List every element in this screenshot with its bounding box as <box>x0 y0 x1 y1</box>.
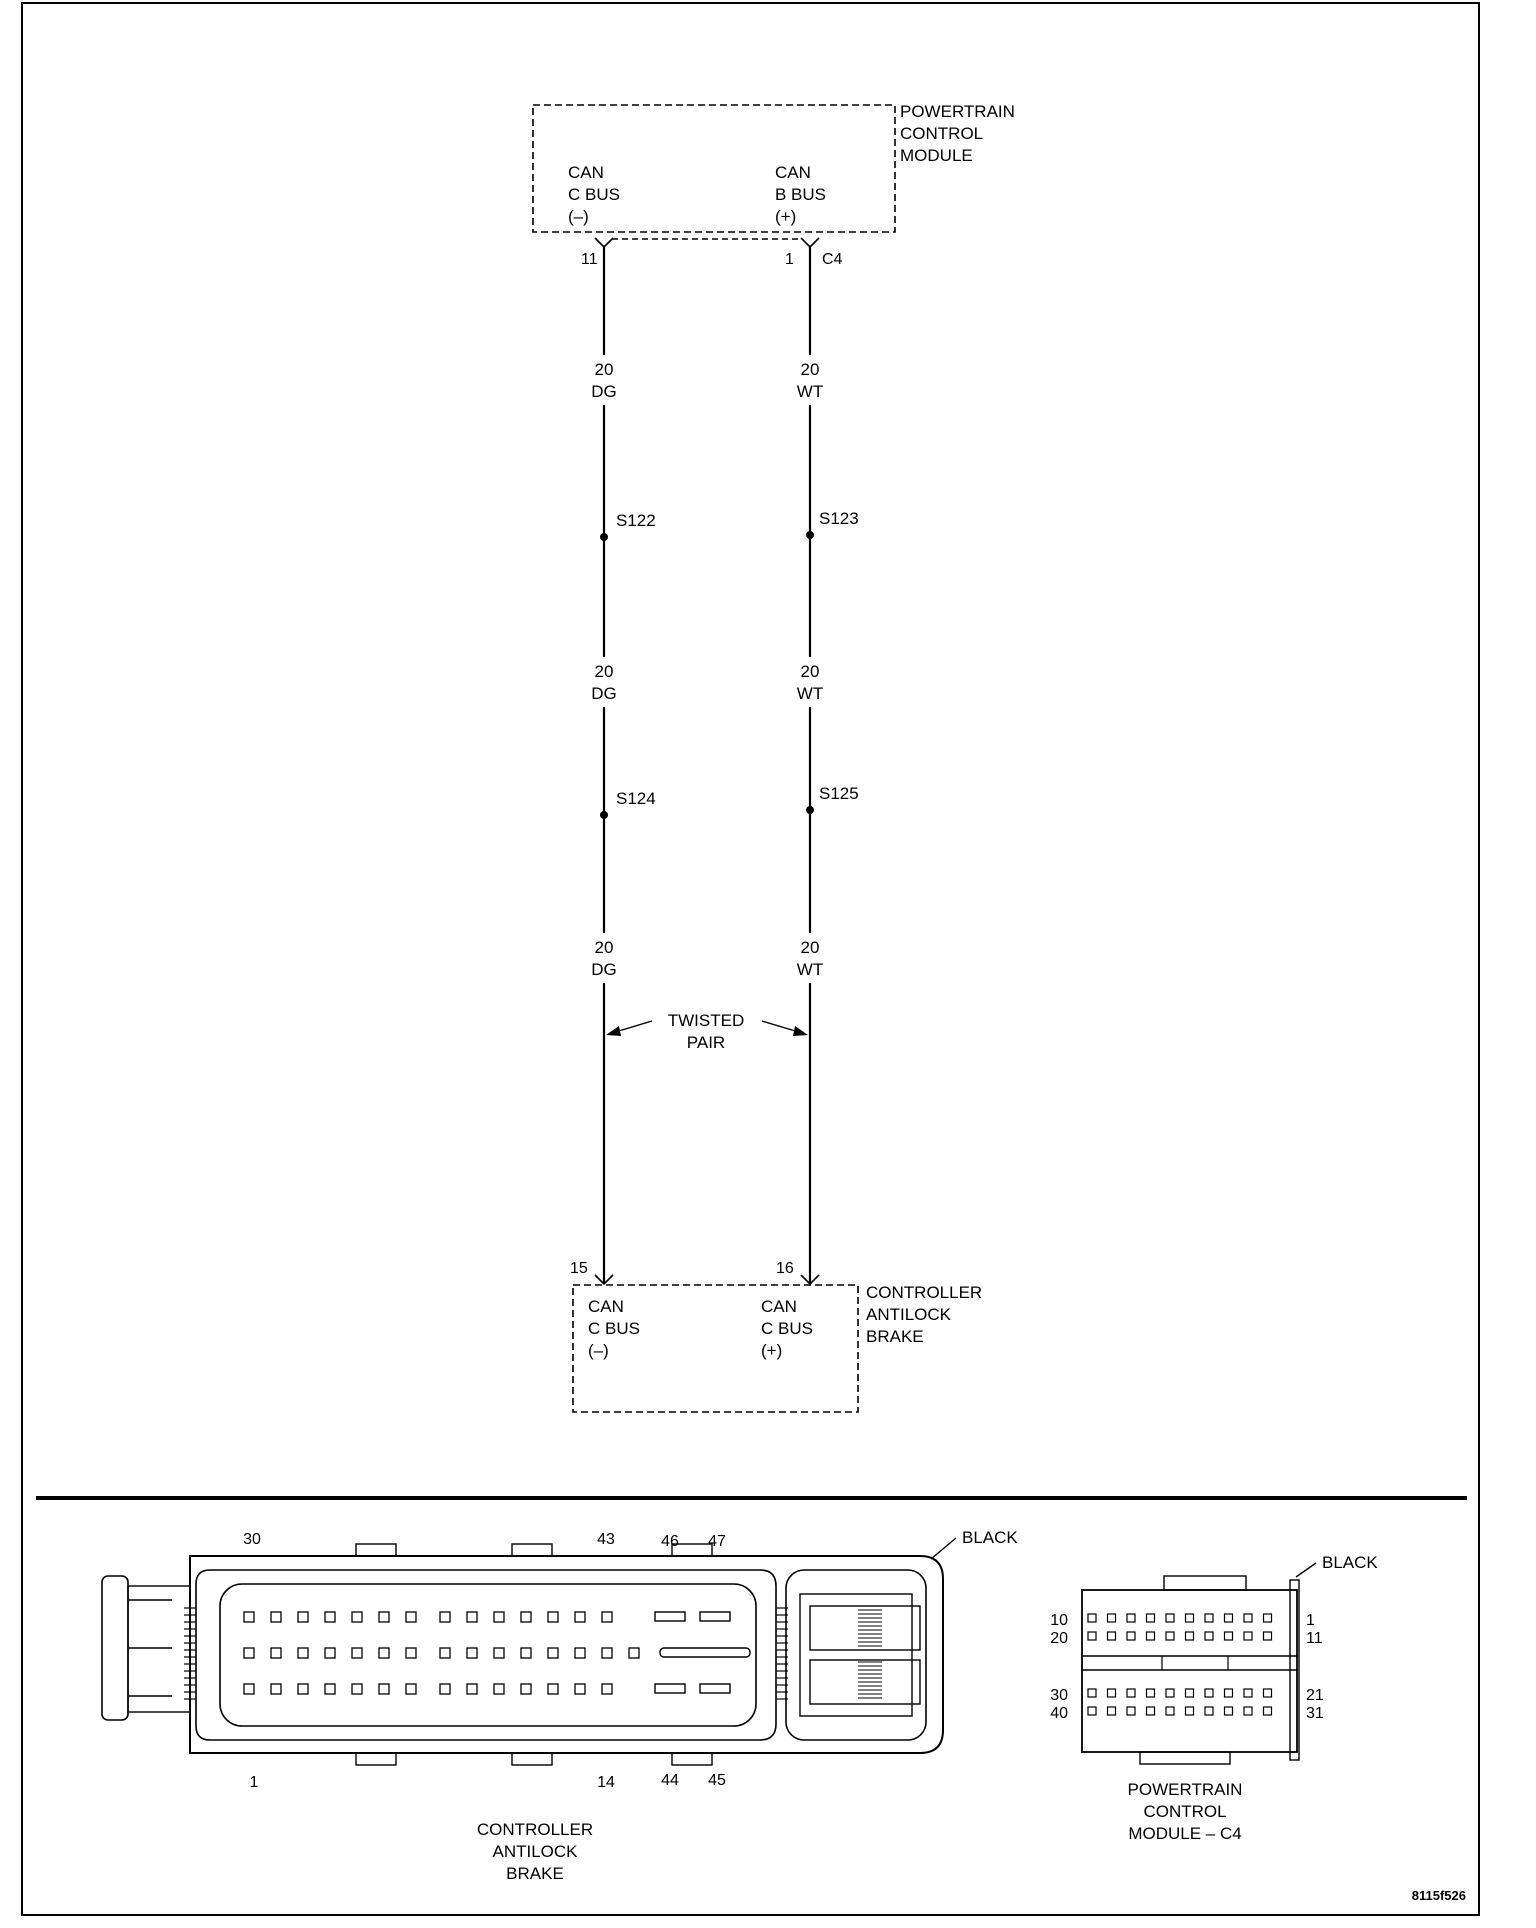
cavity <box>440 1612 450 1622</box>
cavity <box>1244 1707 1252 1715</box>
cavity <box>1244 1689 1252 1697</box>
cavity <box>1127 1614 1135 1622</box>
cavity <box>575 1612 585 1622</box>
arrowhead-right-icon <box>793 1026 808 1036</box>
black-leader-line <box>931 1538 956 1559</box>
cavity <box>494 1684 504 1694</box>
right-wire-gauge-3: 20 <box>800 938 820 957</box>
cab-left-pin-line1: CAN <box>588 1297 624 1316</box>
cavity <box>494 1648 504 1658</box>
cavity <box>1264 1689 1272 1697</box>
cab-name-line3: BRAKE <box>866 1327 924 1346</box>
cab-right-pin-line3: (+) <box>761 1341 783 1360</box>
cab-connector-cavity-area <box>220 1584 756 1726</box>
splice-s122-label: S122 <box>616 511 656 530</box>
pcm-connector-pin-20: 20 <box>1050 1630 1068 1647</box>
cavity <box>1088 1707 1096 1715</box>
left-wire <box>591 247 655 1283</box>
cavity <box>1127 1707 1135 1715</box>
cavity <box>379 1612 389 1622</box>
cavity <box>406 1612 416 1622</box>
cab-left-pin-line3: (–) <box>588 1341 609 1360</box>
pcm-name-line3: MODULE <box>900 146 973 165</box>
left-wire-color-2: DG <box>591 684 617 703</box>
left-wire-color-3: DG <box>591 960 617 979</box>
cab-name-line2: ANTILOCK <box>866 1305 952 1324</box>
cavity <box>325 1648 335 1658</box>
cab-pin-left: 15 <box>570 1260 588 1277</box>
pcm-pin-left: 11 <box>581 251 598 268</box>
cavity <box>1108 1614 1116 1622</box>
cab-connector-color: BLACK <box>962 1528 1018 1547</box>
cab-caption-line1: CONTROLLER <box>476 1820 594 1839</box>
cab-connector-lock-hatch <box>858 1610 882 1698</box>
terminal-large <box>700 1684 730 1693</box>
housing-tab <box>512 1753 552 1765</box>
twisted-pair-line2: PAIR <box>686 1033 726 1052</box>
cavity <box>1166 1689 1174 1697</box>
pcm-connector-color: BLACK <box>1322 1553 1378 1572</box>
right-wire-color-1: WT <box>796 382 824 401</box>
terminal-large <box>655 1612 685 1621</box>
pcm-module <box>533 102 1015 268</box>
cavity <box>629 1648 639 1658</box>
pcm-pin11-connector-icon <box>595 238 613 247</box>
right-wire-color-2: WT <box>796 684 824 703</box>
twisted-pair-line1: TWISTED <box>667 1011 745 1030</box>
cab-connector-housing <box>190 1556 943 1753</box>
cab-connector-pin-47: 47 <box>708 1533 726 1550</box>
housing-tab <box>672 1753 712 1765</box>
cavity <box>379 1648 389 1658</box>
cavity <box>1186 1707 1194 1715</box>
cavity <box>1147 1614 1155 1622</box>
splice-s125-dot <box>806 806 814 814</box>
cab-connector-pin-43: 43 <box>597 1531 615 1548</box>
cab-connector-pin-46: 46 <box>661 1533 679 1550</box>
pcm-connector-pin-31: 31 <box>1306 1705 1324 1722</box>
figure-id: 8115f526 <box>1411 1888 1466 1903</box>
cavity <box>1205 1689 1213 1697</box>
cab-left-pin-line2: C BUS <box>588 1319 640 1338</box>
pcm-left-pin-line3: (–) <box>568 207 589 226</box>
cavity <box>1147 1632 1155 1640</box>
cavity <box>1225 1614 1233 1622</box>
cab-connector-pin-14: 14 <box>597 1774 615 1791</box>
arrowhead-left-icon <box>606 1026 621 1036</box>
cavity <box>1166 1632 1174 1640</box>
lock-housing <box>800 1594 912 1716</box>
cab-connector-view <box>102 1528 1018 1883</box>
pcm-connector-pin-40: 40 <box>1050 1705 1068 1722</box>
cavity <box>521 1648 531 1658</box>
splice-s122-dot <box>600 533 608 541</box>
cavity <box>298 1612 308 1622</box>
cab-connector-pin-30: 30 <box>243 1531 261 1548</box>
cavity <box>352 1648 362 1658</box>
cavity <box>244 1684 254 1694</box>
cab-connector-pin-45: 45 <box>708 1772 726 1789</box>
pcm-connector-pin-21: 21 <box>1306 1687 1324 1704</box>
latch-housing <box>128 1586 190 1712</box>
splice-s123-dot <box>806 531 814 539</box>
housing-tab <box>356 1753 396 1765</box>
cavity <box>1205 1632 1213 1640</box>
cavity <box>1186 1632 1194 1640</box>
pcm-pin-right: 1 <box>785 251 794 268</box>
cavity <box>521 1612 531 1622</box>
pcm-right-pin-line3: (+) <box>775 207 797 226</box>
pcm-caption-line2: CONTROL <box>1143 1802 1227 1821</box>
cavity <box>1225 1707 1233 1715</box>
cavity <box>1264 1707 1272 1715</box>
cab-module <box>570 1260 982 1412</box>
cab-pin-right: 16 <box>776 1260 794 1277</box>
cavity <box>1088 1689 1096 1697</box>
cavity <box>298 1684 308 1694</box>
cab-caption-line3: BRAKE <box>506 1864 564 1883</box>
pcm-connector-pin-10: 10 <box>1050 1612 1068 1629</box>
right-wire-gauge-2: 20 <box>800 662 820 681</box>
cavity <box>406 1684 416 1694</box>
pcm-connector-pin-1: 1 <box>1306 1612 1315 1629</box>
pcm-left-pin-line2: C BUS <box>568 185 620 204</box>
black-leader-line <box>1296 1563 1316 1577</box>
cavity <box>1127 1689 1135 1697</box>
cavity <box>440 1648 450 1658</box>
cab-connector-cavities <box>244 1612 639 1694</box>
cavity <box>440 1684 450 1694</box>
cavity <box>244 1648 254 1658</box>
cavity <box>1186 1689 1194 1697</box>
right-wire-color-3: WT <box>796 960 824 979</box>
pcm-connector-pin-11: 11 <box>1306 1630 1323 1647</box>
pcm-connector-bottom-tab <box>1140 1752 1230 1764</box>
lock-slot <box>810 1606 920 1650</box>
left-wire-gauge-2: 20 <box>594 662 614 681</box>
cavity <box>244 1612 254 1622</box>
cavity <box>1225 1689 1233 1697</box>
pcm-right-pin-line2: B BUS <box>775 185 827 204</box>
splice-s124-label: S124 <box>616 789 656 808</box>
cab-name-line1: CONTROLLER <box>866 1283 983 1302</box>
cavity <box>1127 1632 1135 1640</box>
terminal-large <box>700 1612 730 1621</box>
cavity <box>1166 1707 1174 1715</box>
cavity <box>352 1612 362 1622</box>
cavity <box>1088 1632 1096 1640</box>
cavity <box>352 1684 362 1694</box>
cavity <box>298 1648 308 1658</box>
cab-connector-lock-area <box>786 1570 926 1740</box>
cavity <box>1108 1689 1116 1697</box>
pcm-caption-line1: POWERTRAIN <box>1127 1780 1243 1799</box>
pcm-connector-top-tab <box>1164 1576 1246 1590</box>
outer-frame <box>22 3 1479 1915</box>
cavity <box>271 1612 281 1622</box>
right-wire <box>797 247 859 1283</box>
cavity <box>1225 1632 1233 1640</box>
pcm-name-line1: POWERTRAIN <box>900 102 1015 121</box>
pcm-name-line2: CONTROL <box>900 124 984 143</box>
cavity <box>494 1612 504 1622</box>
cavity <box>1264 1632 1272 1640</box>
terminal-large <box>655 1684 685 1693</box>
cavity <box>379 1684 389 1694</box>
cavity <box>271 1648 281 1658</box>
cavity <box>1147 1689 1155 1697</box>
right-wire-gauge-1: 20 <box>800 360 820 379</box>
pcm-connector-cavities <box>1088 1614 1272 1715</box>
cavity <box>1205 1614 1213 1622</box>
cavity <box>1147 1707 1155 1715</box>
left-wire-gauge-1: 20 <box>594 360 614 379</box>
cavity <box>548 1612 558 1622</box>
cavity <box>602 1612 612 1622</box>
cavity <box>1088 1614 1096 1622</box>
pcm-connector-pin-30: 30 <box>1050 1687 1068 1704</box>
pcm-connector-id: C4 <box>822 251 843 268</box>
left-wire-color-1: DG <box>591 382 617 401</box>
cavity <box>325 1684 335 1694</box>
cavity <box>271 1684 281 1694</box>
cab-connector-pin-44: 44 <box>661 1772 679 1789</box>
pcm-caption-line3: MODULE – C4 <box>1128 1824 1242 1843</box>
left-wire-gauge-3: 20 <box>594 938 614 957</box>
cavity <box>467 1648 477 1658</box>
pcm-connector-view <box>1050 1553 1378 1843</box>
cavity <box>575 1648 585 1658</box>
terminal-large <box>660 1648 750 1657</box>
splice-s125-label: S125 <box>819 784 859 803</box>
cavity <box>406 1648 416 1658</box>
cavity <box>1264 1614 1272 1622</box>
cavity <box>575 1684 585 1694</box>
cavity <box>548 1684 558 1694</box>
housing-tab <box>356 1544 396 1556</box>
cab-right-pin-line1: CAN <box>761 1297 797 1316</box>
cab-connector-shroud <box>196 1570 776 1740</box>
cavity <box>467 1612 477 1622</box>
cab-caption-line2: ANTILOCK <box>492 1842 578 1861</box>
pcm-right-pin-line1: CAN <box>775 163 811 182</box>
pcm-left-pin-line1: CAN <box>568 163 604 182</box>
cavity <box>1244 1614 1252 1622</box>
cavity <box>602 1648 612 1658</box>
cavity <box>1108 1707 1116 1715</box>
splice-s124-dot <box>600 811 608 819</box>
twisted-pair-note <box>606 1011 808 1052</box>
cavity <box>1244 1632 1252 1640</box>
splice-s123-label: S123 <box>819 509 859 528</box>
cavity <box>1108 1632 1116 1640</box>
cavity <box>1166 1614 1174 1622</box>
cavity <box>325 1612 335 1622</box>
cavity <box>1205 1707 1213 1715</box>
cavity <box>521 1684 531 1694</box>
cavity <box>602 1684 612 1694</box>
cab-connector-pin-1: 1 <box>249 1774 259 1791</box>
cab-right-pin-line2: C BUS <box>761 1319 813 1338</box>
pcm-pin1-connector-icon <box>801 238 819 247</box>
cavity <box>467 1684 477 1694</box>
cab-connector-latch <box>102 1576 128 1720</box>
cavity <box>1186 1614 1194 1622</box>
cavity <box>548 1648 558 1658</box>
housing-tab <box>512 1544 552 1556</box>
